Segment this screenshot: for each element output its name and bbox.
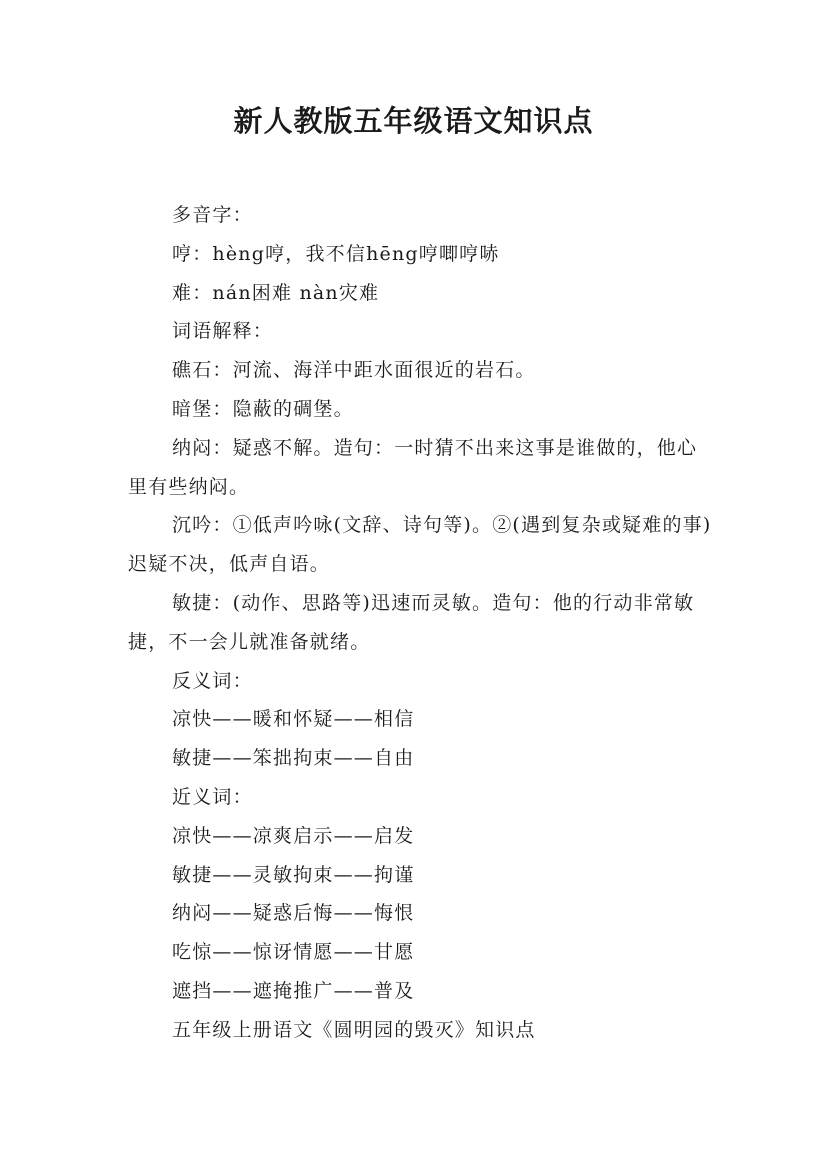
heading-word-explanation: 词语解释： xyxy=(172,320,274,343)
polyphonic-nan: 难：nán困难 nàn灾难 xyxy=(172,281,380,304)
document-title: 新人教版五年级语文知识点 xyxy=(233,104,594,138)
section-heading-yuanmingyuan: 五年级上册语文《圆明园的毁灭》知识点 xyxy=(172,1018,536,1041)
synonym-row: 吃惊——惊讶情愿——甘愿 xyxy=(172,941,415,964)
antonym-row: 敏捷——笨拙拘束——自由 xyxy=(172,747,415,770)
antonym-row: 凉快——暖和怀疑——相信 xyxy=(172,708,415,731)
synonym-row: 凉快——凉爽启示——启发 xyxy=(172,824,415,847)
explanation-chenyin: 沉吟：①低声吟咏(文辞、诗句等)。②(遇到复杂或疑难的事)迟疑不决，低声自语。 xyxy=(128,514,712,576)
synonym-row: 遮挡——遮掩推广——普及 xyxy=(172,979,415,1002)
explanation-anbao: 暗堡：隐蔽的碉堡。 xyxy=(172,397,354,420)
synonym-row: 敏捷——灵敏拘束——拘谨 xyxy=(172,863,415,886)
heading-polyphonic: 多音字： xyxy=(172,204,253,226)
explanation-jiaoshi: 礁石：河流、海洋中距水面很近的岩石。 xyxy=(172,359,536,382)
polyphonic-heng: 哼：hèng哼，我不信hēng哼唧哼哧 xyxy=(172,242,500,265)
explanation-namen: 纳闷：疑惑不解。造句：一时猜不出来这事是谁做的，他心里有些纳闷。 xyxy=(128,436,698,498)
document-body xyxy=(128,196,713,1050)
heading-antonyms: 反义词： xyxy=(172,669,253,692)
synonym-row: 纳闷——疑惑后悔——悔恨 xyxy=(172,902,415,925)
heading-synonyms: 近义词： xyxy=(172,785,253,808)
explanation-minjie: 敏捷：(动作、思路等)迅速而灵敏。造句：他的行动非常敏捷，不一会儿就准备就绪。 xyxy=(128,591,695,653)
